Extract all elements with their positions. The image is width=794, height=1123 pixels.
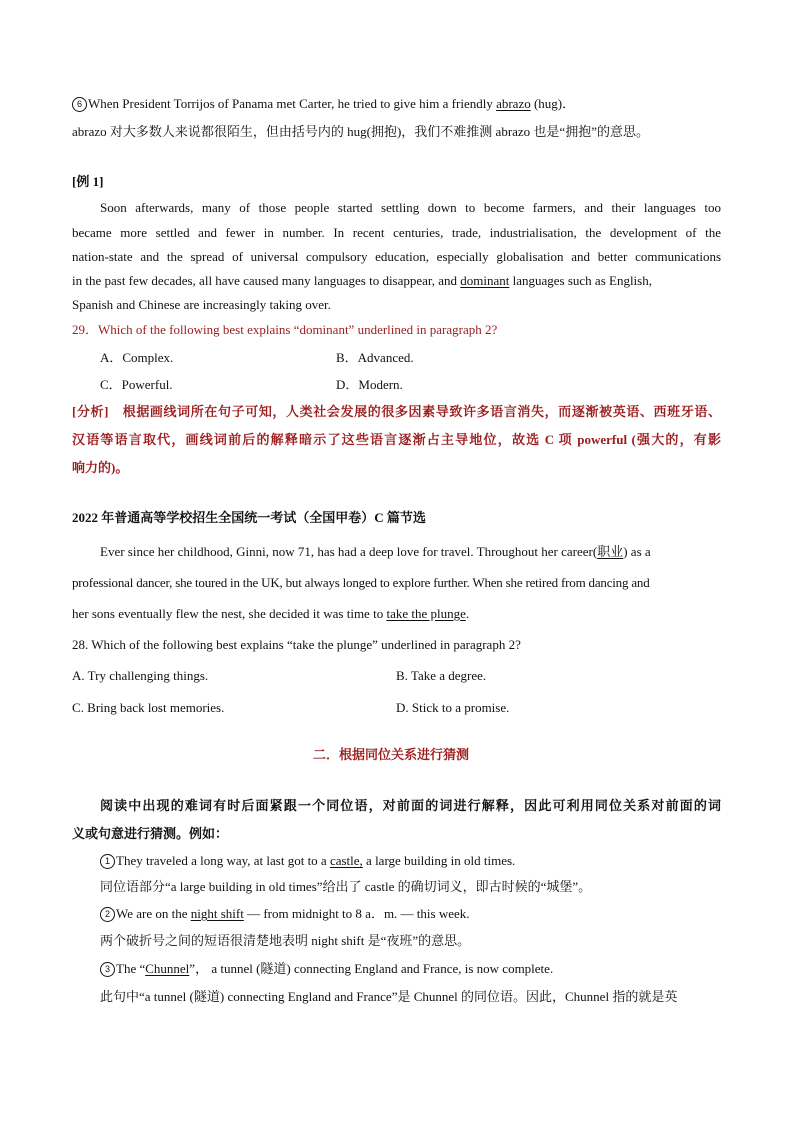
question-29: 29．Which of the following best explains “dominant” underlined in paragraph 2?: [72, 322, 498, 337]
section-heading: 二．根据同位关系进行猜测: [313, 747, 470, 762]
appositive-explanation-1: 同位语部分“a large building in old times”给出了 castle 的确切词义，即古时候的“城堡”。: [100, 879, 592, 894]
analysis-line: 汉语等语言取代，画线词前后的解释暗示了这些语言逐渐占主导地位，故选 C 项 powerful (强大的，有影: [72, 432, 721, 447]
passage-line: her sons eventually flew the nest, she decided it was time to take the plunge.: [72, 606, 470, 621]
underlined-word: abrazo: [496, 96, 531, 111]
underlined-word: dominant: [460, 273, 510, 288]
underlined-word: night shift: [190, 906, 244, 921]
circled-number: 1: [100, 854, 115, 869]
option-a: A. Try challenging things.: [72, 668, 209, 683]
circled-number: 3: [100, 962, 115, 977]
analysis-line: 响力的)。: [72, 460, 129, 475]
appositive-explanation-3: 此句中“a tunnel (隧道) connecting England and France”是 Chunnel 的同位语。因此，Chunnel 指的就是英: [100, 989, 678, 1004]
example-6-explanation: abrazo 对大多数人来说都很陌生，但由括号内的 hug(拥抱)，我们不难推测 abrazo 也是“拥抱”的意思。: [72, 124, 649, 139]
passage-line: nation-state and the spread of universal compulsory education, especially globalisation and better communications: [72, 249, 721, 264]
passage-line: Spanish and Chinese are increasingly taking over.: [72, 297, 331, 312]
option-d: D．Modern.: [336, 377, 403, 392]
section-intro: 义或句意进行猜测。例如：: [72, 826, 229, 841]
passage-line: Ever since her childhood, Ginni, now 71, has had a deep love for travel. Throughout her career(职业) as a: [100, 544, 651, 559]
option-a: A．Complex.: [100, 350, 174, 365]
section-intro: 阅读中出现的难词有时后面紧跟一个同位语，对前面的词进行解释，因此可利用同位关系对前面的词: [100, 798, 721, 813]
circled-number: 6: [72, 97, 87, 112]
option-c: C. Bring back lost memories.: [72, 700, 225, 715]
option-c: C．Powerful.: [100, 377, 173, 392]
underlined-phrase: take the plunge: [386, 606, 466, 621]
analysis-line: [分析] 根据画线词所在句子可知，人类社会发展的很多因素导致许多语言消失，而逐渐被英语、西班牙语、: [72, 404, 721, 419]
passage-line: professional dancer, she toured in the UK, but always longed to explore further. When she retired from dancing and: [72, 575, 650, 590]
underlined-word: Chunnel: [145, 961, 190, 976]
option-d: D. Stick to a promise.: [396, 700, 510, 715]
question-28: 28. Which of the following best explains “take the plunge” underlined in paragraph 2?: [72, 637, 521, 652]
appositive-explanation-2: 两个破折号之间的短语很清楚地表明 night shift 是“夜班”的意思。: [100, 933, 471, 948]
circled-number: 2: [100, 907, 115, 922]
appositive-example-1: 1 They traveled a long way, at last got to a castle, a large building in old times.: [100, 852, 515, 870]
passage-line: became more settled and fewer in number. In recent centuries, trade, industrialisation, the development of the: [72, 225, 721, 240]
appositive-example-2: 2 We are on the night shift — from midnight to 8 a．m. — this week.: [100, 905, 470, 923]
option-b: B．Advanced.: [336, 350, 414, 365]
passage-line: Soon afterwards, many of those people started settling down to become farmers, and their languages too: [100, 200, 721, 215]
passage-line: in the past few decades, all have caused many languages to disappear, and dominant languages such as English,: [72, 273, 652, 288]
option-b: B. Take a degree.: [396, 668, 487, 683]
underlined-word: castle,: [329, 853, 363, 868]
example-tag: [例 1]: [72, 174, 104, 189]
appositive-example-3: 3 The “Chunnel”， a tunnel (隧道) connecting England and France, is now complete.: [100, 960, 553, 978]
excerpt-heading: 2022 年普通高等学校招生全国统一考试（全国甲卷）C 篇节选: [72, 510, 426, 525]
example-6: 6 When President Torrijos of Panama met Carter, he tried to give him a friendly abrazo (hug)．: [72, 95, 575, 113]
